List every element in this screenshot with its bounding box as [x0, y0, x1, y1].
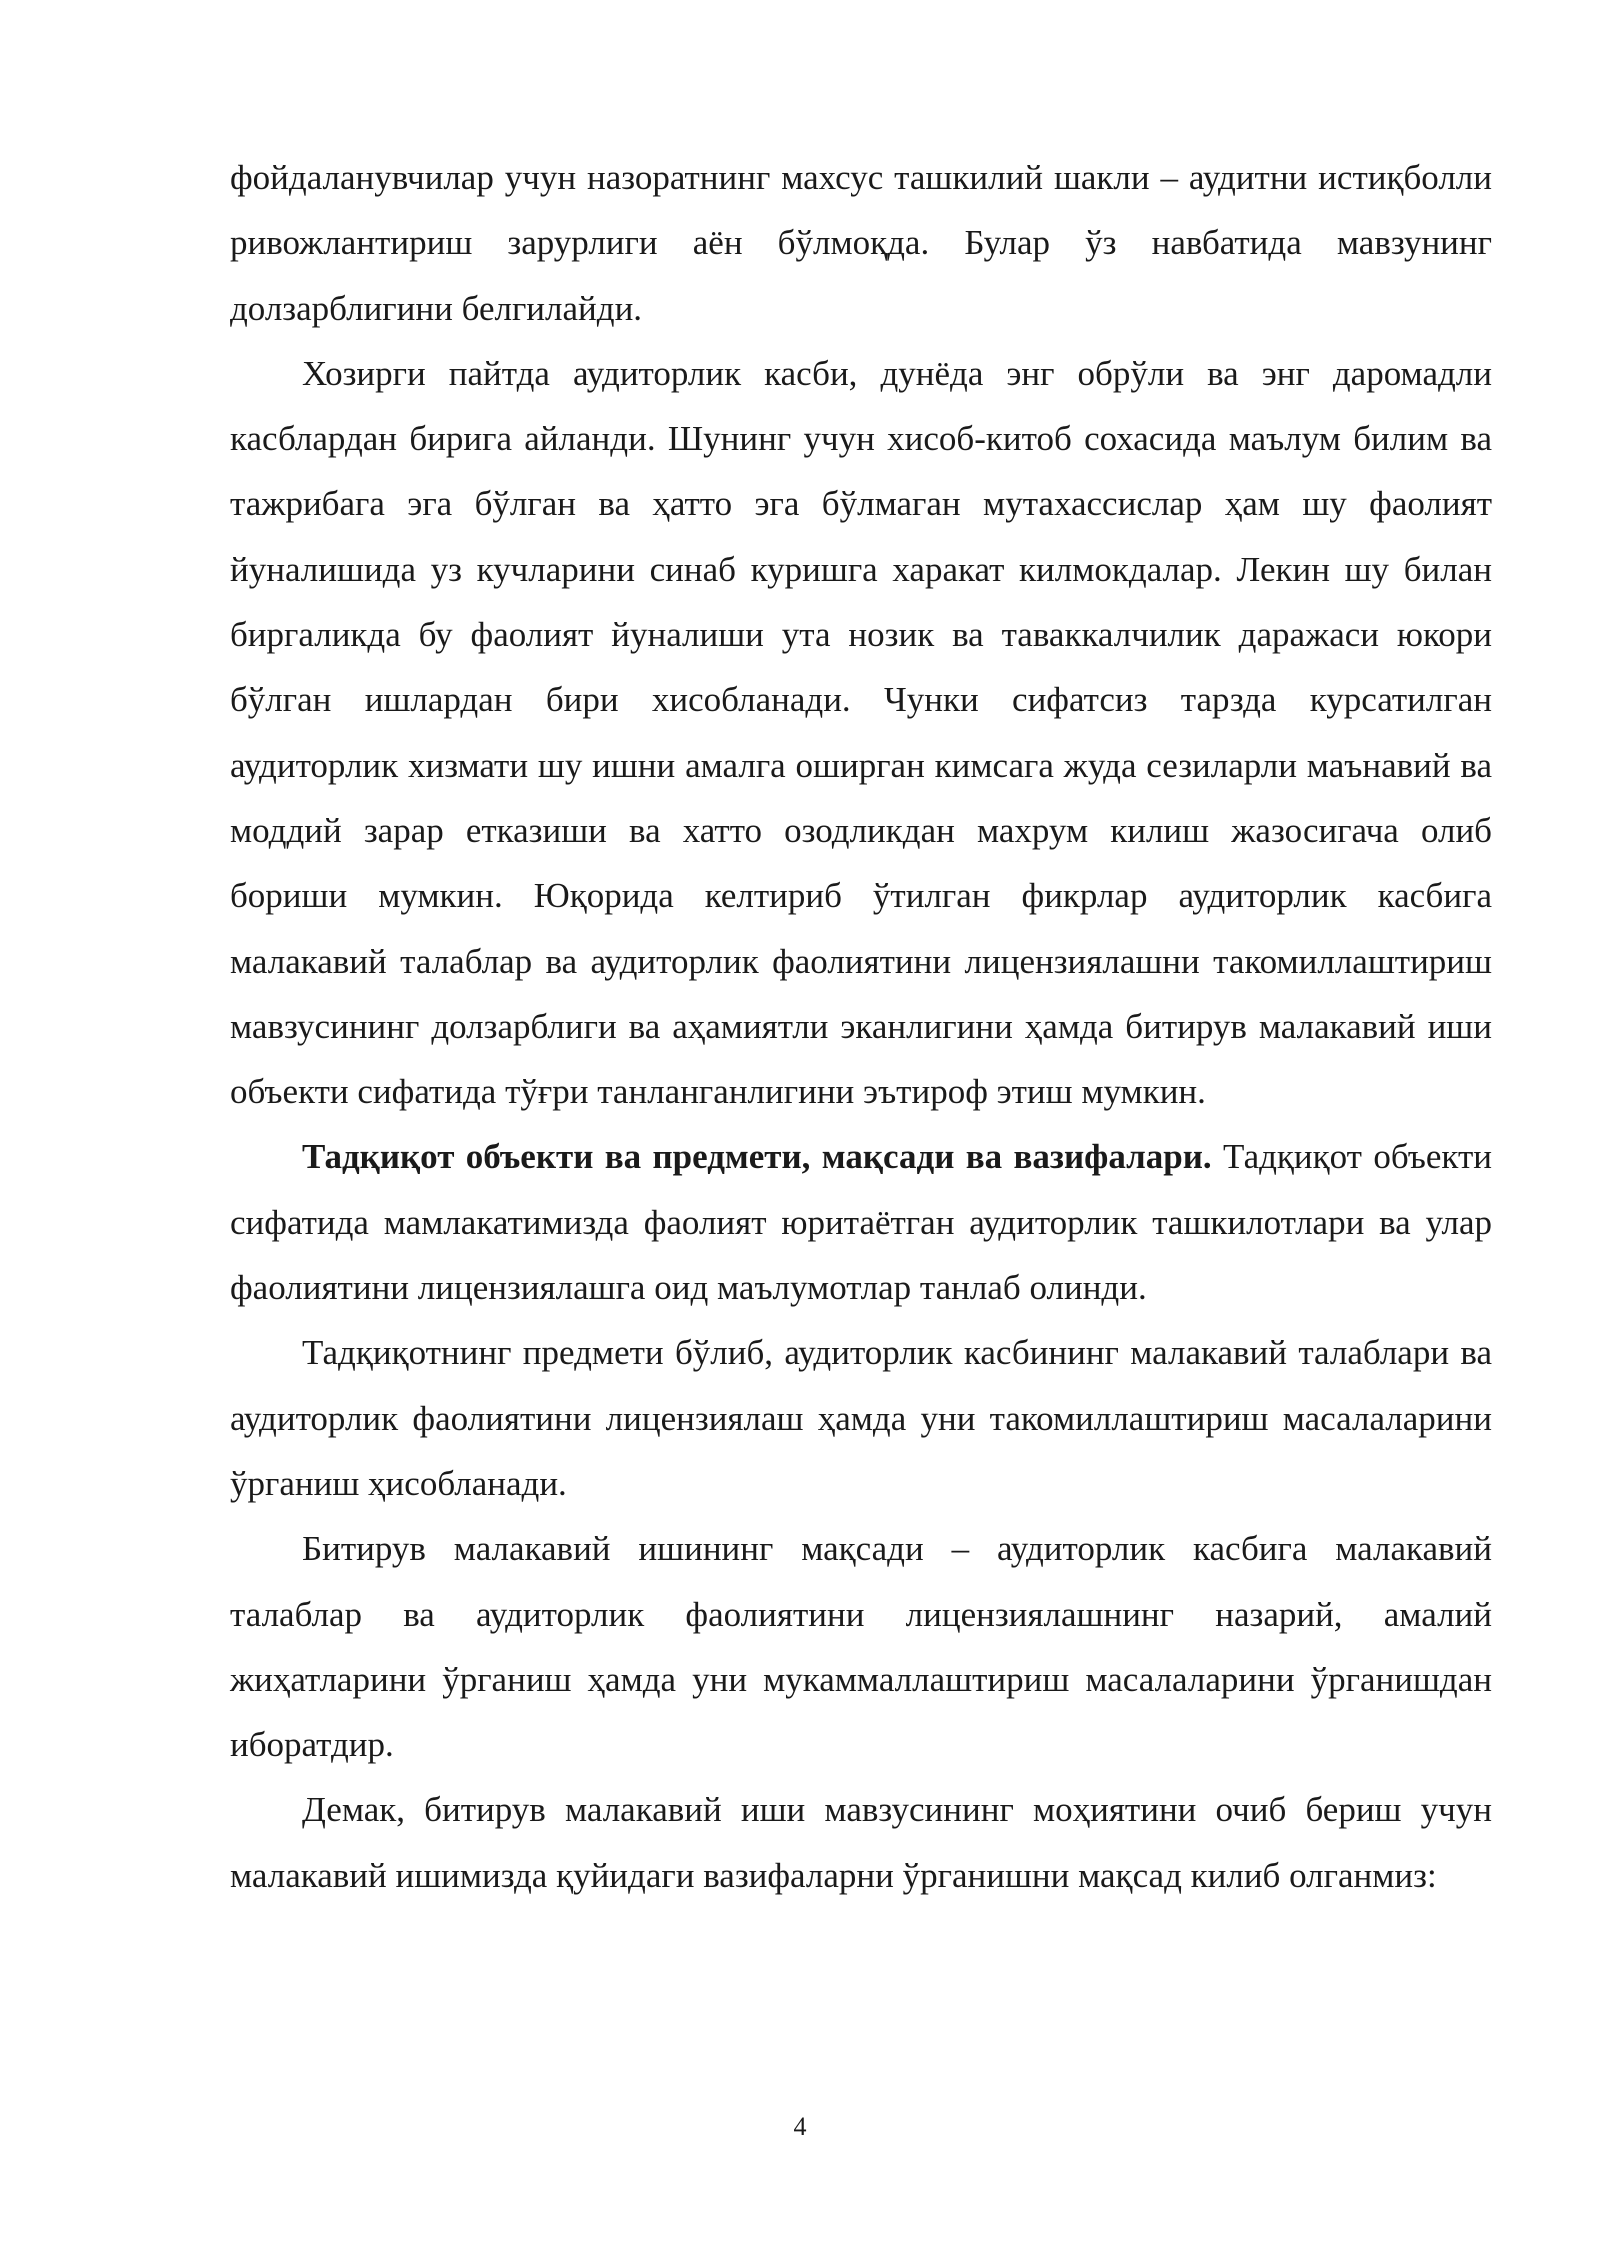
paragraph-auditing-profession: Хозирги пайтда аудиторлик касби, дунёда энг обрўли ва энг даромадли касблардан бирига айланди. Шунинг учун хисоб-китоб сохасида маълум билим ва тажрибага эга бўлган ва ҳатто эга бўлмаган мутахассислар ҳам шу фаолият йуналишида уз кучларини синаб куришга харакат килмокдалар. Лекин шу билан биргаликда бу фаолият йуналиши ута нозик ва таваккалчилик даражаси юкори бўлган ишлардан бири хисобланади. Чунки сифатсиз тарзда курсатилган аудиторлик хизмати шу ишни амалга оширган кимсага жуда сезиларли маънавий ва моддий зарар етказиши ва хатто озодликдан махрум килиш жазосигача олиб бориши мумкин. Юқорида келтириб ўтилган фикрлар аудиторлик касбига малакавий талаблар ва аудиторлик фаолиятини лицензиялашни такомиллаштириш мавзусининг долзарблиги ва аҳамиятли эканлигини ҳамда битирув малакавий иши объекти сифатида тўғри танланганлигини эътироф этиш мумкин. [230, 353, 1492, 1112]
paragraph-intro-continuation: фойдаланувчилар учун назоратнинг махсус ташкилий шакли – аудитни истиқболли ривожлантириш зарурлиги аён бўлмоқда. Булар ўз навбатида мавзунинг долзарблигини белгилайди. [230, 158, 1492, 328]
paragraph-research-object [230, 1124, 1492, 1320]
body-text [230, 145, 1492, 1908]
page-number: 4 [793, 2112, 807, 2141]
paragraph-research-object-text: Тадқиқот объекти сифатида мамлакатимизда фаолият юритаётган аудиторлик ташкилотлари ва улар фаолиятини лицензиялашга оид маълумотлар танлаб олинди. [230, 1137, 1492, 1308]
paragraph-research-goal: Битирув малакавий ишининг мақсади – аудиторлик касбига малакавий талаблар ва аудиторлик фаолиятини лицензиялашнинг назарий, амалий жиҳатларини ўрганиш ҳамда уни мукаммаллаштириш масалаларини ўрганишдан иборатдир. [230, 1529, 1492, 1765]
paragraph-research-tasks-intro: Демак, битирув малакавий иши мавзусининг моҳиятини очиб бериш учун малакавий ишимизда қуйидаги вазифаларни ўрганишни мақсад килиб олганмиз: [230, 1790, 1492, 1895]
paragraph-research-subject: Тадқиқотнинг предмети бўлиб, аудиторлик касбининг малакавий талаблари ва аудиторлик фаолиятини лицензиялаш ҳамда уни такомиллаштириш масалаларини ўрганиш ҳисобланади. [230, 1333, 1492, 1503]
section-heading-research-object: Тадқиқот объекти ва предмети, мақсади ва вазифалари. [302, 1137, 1212, 1177]
